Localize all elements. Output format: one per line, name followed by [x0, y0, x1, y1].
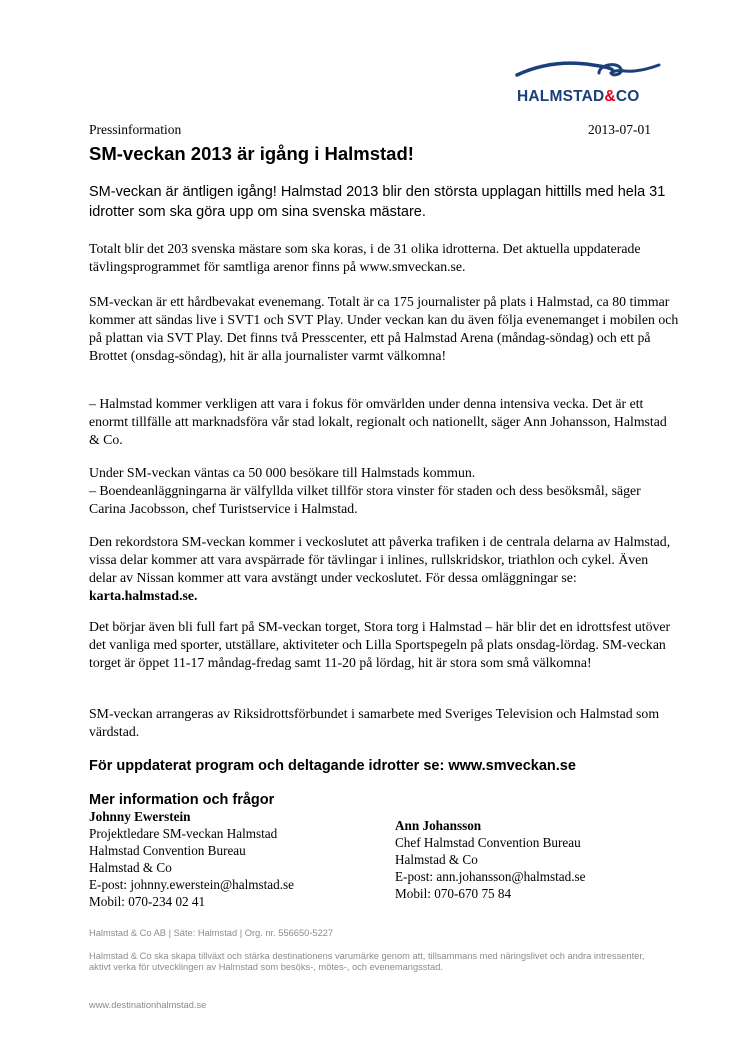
contact-name: Johnny Ewerstein — [89, 809, 191, 824]
visitors-line: Under SM-veckan väntas ca 50 000 besökare till Halmstads kommun. — [89, 465, 476, 480]
paragraph-quote-ann: – Halmstad kommer verkligen att vara i fokus för omvärlden under denna intensiva vecka. Det är ett enormt tillfälle att marknadsföra vår stad lokalt, regionalt och nationellt, säger Ann Johansson, Halmstad & Co. — [89, 396, 667, 447]
contact-org: Halmstad & Co — [89, 860, 172, 875]
contact-role: Projektledare SM-veckan Halmstad — [89, 826, 278, 841]
contact-johnny — [89, 808, 294, 910]
footer-website[interactable]: www.destinationhalmstad.se — [89, 1000, 207, 1010]
paragraph-organizers: SM-veckan arrangeras av Riksidrottsförbundet i samarbete med Sveriges Television och Halmstad som värdstad. — [89, 706, 660, 739]
paragraph-champions: Totalt blir det 203 svenska mästare som ska koras, i de 31 olika idrotterna. Det aktuella uppdaterade tävlingsprogrammet för samtliga arenor finns på www.smveckan.se. — [89, 241, 641, 274]
traffic-map-link[interactable]: karta.halmstad.se. — [89, 588, 198, 603]
logo-co: CO — [615, 88, 640, 105]
contact-dept: Halmstad Convention Bureau — [89, 843, 246, 858]
contact-phone: Mobil: 070-670 75 84 — [395, 886, 512, 901]
contact-email[interactable]: E-post: ann.johansson@halmstad.se — [395, 869, 586, 884]
contact-name: Ann Johansson — [395, 818, 482, 833]
paragraph-traffic — [89, 533, 679, 605]
logo-wordmark — [517, 88, 639, 106]
footer-mission: Halmstad & Co ska skapa tillväxt och stärka destinationens varumärke genom att, tillsammans med näringslivet och andra intressenter, aktivt verka för utvecklingen av Halmstad som besöks-, mötes-, och evenemangsstad. — [89, 951, 645, 972]
footer-company: Halmstad & Co AB | Säte: Halmstad | Org. nr. 556650-5227 — [89, 928, 334, 938]
document-type: Pressinformation — [89, 122, 182, 137]
contact-phone: Mobil: 070-234 02 41 — [89, 894, 206, 909]
paragraph-press: SM-veckan är ett hårdbevakat evenemang. Totalt är ca 175 journalister på plats i Halmstad, ca 80 timmar kommer att sändas live i SVT1 och SVT Play. Under veckan kan du även följa evenemanget i mobilen och på plattan via SVT Play. Det finns två Presscenter, ett på Halmstad Arena (måndag-söndag) och ett på Brottet (onsdag-söndag), hit är alla journalister varmt välkomna! — [89, 294, 679, 363]
paragraph-visitors — [89, 464, 679, 518]
halmstad-co-logo — [513, 55, 663, 111]
program-callout: För uppdaterat program och deltagande idrotter se: www.smveckan.se — [89, 758, 576, 774]
page-title: SM-veckan 2013 är igång i Halmstad! — [89, 143, 414, 164]
contact-org: Halmstad & Co — [395, 852, 478, 867]
logo-word: HALMSTAD — [517, 88, 605, 105]
wave-logo-icon — [513, 55, 663, 89]
contact-role: Chef Halmstad Convention Bureau — [395, 835, 581, 850]
lead-paragraph: SM-veckan är äntligen igång! Halmstad 2013 blir den största upplagan hittills med hela 31 idrotter som ska göra upp om sina svenska mästare. — [89, 184, 666, 220]
contact-ann — [395, 817, 586, 902]
traffic-text: Den rekordstora SM-veckan kommer i veckoslutet att påverka trafiken i de centrala delarna av Halmstad, vissa delar kommer att vara avspärrade för tävlingar i inlines, rullskridskor, triathlon och cykel. Även delar av Nissan kommer att vara avstängt under veckoslutet. För dessa omläggningar se: — [89, 534, 671, 585]
quote-carina: – Boendeanläggningarna är välfyllda vilket tillför stora vinster för staden och dess besöksmål, säger Carina Jacobsson, chef Turistservice i Halmstad. — [89, 483, 641, 516]
paragraph-square: Det börjar även bli full fart på SM-veckan torget, Stora torg i Halmstad – här blir det en idrottsfest utöver det vanliga med sporter, utställare, aktiviteter och Lilla Sportspegeln på plats onsdag-lördag. SM-veckan torget är öppet 11-17 måndag-fredag samt 11-20 på lördag, hit är stora som små välkomna! — [89, 619, 671, 670]
contact-email[interactable]: E-post: johnny.ewerstein@halmstad.se — [89, 877, 295, 892]
logo-ampersand: & — [604, 88, 616, 105]
contact-heading: Mer information och frågor — [89, 792, 275, 808]
document-date: 2013-07-01 — [588, 122, 651, 137]
